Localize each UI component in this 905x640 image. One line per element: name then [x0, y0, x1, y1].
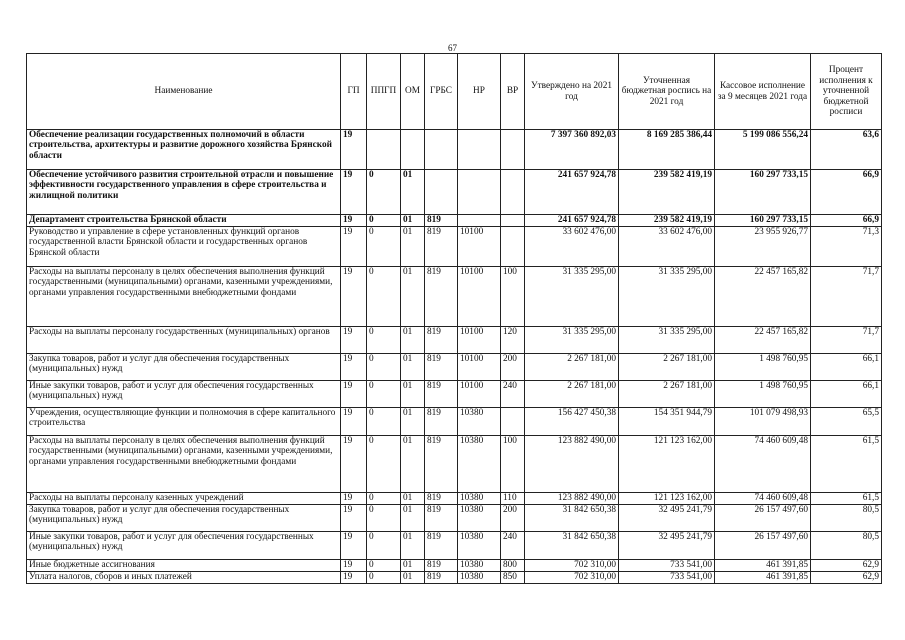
table-row — [27, 560, 882, 572]
row-vr-cell: 100 — [501, 436, 525, 493]
row-percent-cell: 62,9 — [811, 572, 882, 584]
row-grbs-cell: 819 — [425, 227, 458, 267]
row-grbs-cell: 819 — [425, 436, 458, 493]
row-cash-cell: 22 457 165,82 — [715, 327, 811, 354]
row-name-cell: Расходы на выплаты персоналу в целях обеспечения выполнения функций государственными (муниципальными) органами, казенными учреждениями, органами управления государственными внебюджетными фондами — [27, 267, 341, 327]
row-gp-cell: 19 — [341, 572, 367, 584]
header-refined: Уточненная бюджетная роспись на 2021 год — [619, 54, 715, 130]
row-cash-cell: 1 498 760,95 — [715, 381, 811, 408]
row-approved-cell: 33 602 476,00 — [525, 227, 619, 267]
row-refined-cell: 31 335 295,00 — [619, 267, 715, 327]
row-refined-cell: 32 495 241,79 — [619, 505, 715, 532]
table-row — [27, 572, 882, 584]
row-vr-cell: 100 — [501, 267, 525, 327]
row-grbs-cell: 819 — [425, 327, 458, 354]
header-om: ОМ — [401, 54, 425, 130]
row-gp-cell: 19 — [341, 493, 367, 505]
row-cash-cell: 461 391,85 — [715, 572, 811, 584]
row-cash-cell: 74 460 609,48 — [715, 493, 811, 505]
table-row — [27, 354, 882, 381]
row-gp-cell: 19 — [341, 215, 367, 227]
row-np-cell: 10380 — [458, 532, 501, 560]
row-ppgp-cell: 0 — [367, 493, 401, 505]
table-row — [27, 381, 882, 408]
row-np-cell: 10100 — [458, 327, 501, 354]
row-name-cell: Иные закупки товаров, работ и услуг для обеспечения государственных (муниципальных) нужд — [27, 532, 341, 560]
row-approved-cell: 31 842 650,38 — [525, 505, 619, 532]
row-approved-cell: 7 397 360 892,03 — [525, 130, 619, 170]
row-vr-cell — [501, 227, 525, 267]
row-grbs-cell: 819 — [425, 354, 458, 381]
row-cash-cell: 1 498 760,95 — [715, 354, 811, 381]
row-cash-cell: 74 460 609,48 — [715, 436, 811, 493]
row-percent-cell: 63,6 — [811, 130, 882, 170]
row-np-cell: 10380 — [458, 436, 501, 493]
row-refined-cell: 733 541,00 — [619, 560, 715, 572]
row-cash-cell: 26 157 497,60 — [715, 505, 811, 532]
row-vr-cell: 850 — [501, 572, 525, 584]
row-percent-cell: 80,5 — [811, 532, 882, 560]
row-np-cell: 10100 — [458, 227, 501, 267]
table-row — [27, 215, 882, 227]
row-name-cell: Учреждения, осуществляющие функции и полномочия в сфере капитального строительства — [27, 408, 341, 436]
row-grbs-cell: 819 — [425, 215, 458, 227]
row-approved-cell: 156 427 450,38 — [525, 408, 619, 436]
row-np-cell: 10380 — [458, 493, 501, 505]
row-name-cell: Обеспечение устойчивого развития строительной отрасли и повышение эффективности государственного управления в сфере строительства и жилищной политики — [27, 170, 341, 215]
table-row — [27, 408, 882, 436]
row-ppgp-cell: 0 — [367, 532, 401, 560]
row-vr-cell: 240 — [501, 381, 525, 408]
row-percent-cell: 71,7 — [811, 267, 882, 327]
row-approved-cell: 123 882 490,00 — [525, 493, 619, 505]
row-om-cell: 01 — [401, 560, 425, 572]
row-vr-cell — [501, 215, 525, 227]
table-row — [27, 327, 882, 354]
row-cash-cell: 22 457 165,82 — [715, 267, 811, 327]
row-percent-cell: 61,5 — [811, 493, 882, 505]
table-row — [27, 170, 882, 215]
row-ppgp-cell: 0 — [367, 436, 401, 493]
row-ppgp-cell: 0 — [367, 227, 401, 267]
row-name-cell: Закупка товаров, работ и услуг для обеспечения государственных (муниципальных) нужд — [27, 354, 341, 381]
row-ppgp-cell: 0 — [367, 505, 401, 532]
row-refined-cell: 239 582 419,19 — [619, 215, 715, 227]
row-gp-cell: 19 — [341, 436, 367, 493]
row-om-cell: 01 — [401, 267, 425, 327]
row-approved-cell: 31 335 295,00 — [525, 267, 619, 327]
row-np-cell — [458, 215, 501, 227]
row-cash-cell: 5 199 086 556,24 — [715, 130, 811, 170]
row-gp-cell: 19 — [341, 381, 367, 408]
row-percent-cell: 66,9 — [811, 215, 882, 227]
row-ppgp-cell: 0 — [367, 381, 401, 408]
row-om-cell: 01 — [401, 227, 425, 267]
row-percent-cell: 62,9 — [811, 560, 882, 572]
row-om-cell: 01 — [401, 436, 425, 493]
row-name-cell: Расходы на выплаты персоналу государственных (муниципальных) органов — [27, 327, 341, 354]
row-refined-cell: 8 169 285 386,44 — [619, 130, 715, 170]
row-gp-cell: 19 — [341, 354, 367, 381]
row-np-cell — [458, 170, 501, 215]
row-om-cell: 01 — [401, 354, 425, 381]
row-ppgp-cell: 0 — [367, 327, 401, 354]
row-name-cell: Закупка товаров, работ и услуг для обеспечения государственных (муниципальных) нужд — [27, 505, 341, 532]
table-row — [27, 227, 882, 267]
row-vr-cell: 200 — [501, 354, 525, 381]
row-approved-cell: 2 267 181,00 — [525, 354, 619, 381]
row-np-cell: 10380 — [458, 408, 501, 436]
row-cash-cell: 23 955 926,77 — [715, 227, 811, 267]
page-number: 67 — [448, 43, 457, 53]
row-om-cell: 01 — [401, 493, 425, 505]
row-refined-cell: 239 582 419,19 — [619, 170, 715, 215]
row-percent-cell: 66,9 — [811, 170, 882, 215]
row-om-cell: 01 — [401, 381, 425, 408]
row-vr-cell: 800 — [501, 560, 525, 572]
row-refined-cell: 2 267 181,00 — [619, 354, 715, 381]
row-vr-cell — [501, 130, 525, 170]
row-approved-cell: 702 310,00 — [525, 572, 619, 584]
row-percent-cell: 71,3 — [811, 227, 882, 267]
row-cash-cell: 160 297 733,15 — [715, 170, 811, 215]
row-approved-cell: 2 267 181,00 — [525, 381, 619, 408]
row-grbs-cell — [425, 130, 458, 170]
table-body — [27, 130, 882, 584]
row-om-cell: 01 — [401, 572, 425, 584]
row-gp-cell: 19 — [341, 532, 367, 560]
row-grbs-cell: 819 — [425, 381, 458, 408]
row-name-cell: Обеспечение реализации государственных полномочий в области строительства, архитектуры и развитие дорожного хозяйства Брянской области — [27, 130, 341, 170]
row-name-cell: Уплата налогов, сборов и иных платежей — [27, 572, 341, 584]
row-ppgp-cell: 0 — [367, 215, 401, 227]
row-approved-cell: 123 882 490,00 — [525, 436, 619, 493]
table-row — [27, 532, 882, 560]
row-np-cell: 10380 — [458, 505, 501, 532]
row-np-cell: 10380 — [458, 560, 501, 572]
header-percent: Процент исполнения к уточненной бюджетной росписи — [811, 54, 882, 130]
row-approved-cell: 31 842 650,38 — [525, 532, 619, 560]
row-refined-cell: 121 123 162,00 — [619, 493, 715, 505]
row-np-cell: 10100 — [458, 267, 501, 327]
row-vr-cell — [501, 170, 525, 215]
row-approved-cell: 241 657 924,78 — [525, 170, 619, 215]
row-gp-cell: 19 — [341, 170, 367, 215]
row-approved-cell: 241 657 924,78 — [525, 215, 619, 227]
row-cash-cell: 101 079 498,93 — [715, 408, 811, 436]
row-name-cell: Расходы на выплаты персоналу в целях обеспечения выполнения функций государственными (муниципальными) органами, казенными учреждениями, органами управления государственными внебюджетными фондами — [27, 436, 341, 493]
row-gp-cell: 19 — [341, 130, 367, 170]
row-ppgp-cell: 0 — [367, 170, 401, 215]
row-ppgp-cell: 0 — [367, 354, 401, 381]
row-np-cell: 10100 — [458, 381, 501, 408]
row-vr-cell: 240 — [501, 532, 525, 560]
table-row — [27, 436, 882, 493]
row-om-cell: 01 — [401, 327, 425, 354]
table-row — [27, 505, 882, 532]
row-om-cell — [401, 130, 425, 170]
row-om-cell: 01 — [401, 505, 425, 532]
row-name-cell: Департамент строительства Брянской области — [27, 215, 341, 227]
row-refined-cell: 32 495 241,79 — [619, 532, 715, 560]
row-vr-cell: 120 — [501, 327, 525, 354]
row-approved-cell: 702 310,00 — [525, 560, 619, 572]
header-grbs: ГРБС — [425, 54, 458, 130]
row-percent-cell: 71,7 — [811, 327, 882, 354]
row-refined-cell: 2 267 181,00 — [619, 381, 715, 408]
row-grbs-cell: 819 — [425, 505, 458, 532]
row-refined-cell: 121 123 162,00 — [619, 436, 715, 493]
header-name: Наименование — [27, 54, 341, 130]
header-ppgp: ППГП — [367, 54, 401, 130]
row-gp-cell: 19 — [341, 327, 367, 354]
row-refined-cell: 33 602 476,00 — [619, 227, 715, 267]
row-om-cell: 01 — [401, 215, 425, 227]
row-ppgp-cell: 0 — [367, 408, 401, 436]
row-np-cell: 10100 — [458, 354, 501, 381]
row-refined-cell: 733 541,00 — [619, 572, 715, 584]
row-np-cell — [458, 130, 501, 170]
header-approved: Утверждено на 2021 год — [525, 54, 619, 130]
row-grbs-cell: 819 — [425, 267, 458, 327]
table-row — [27, 267, 882, 327]
row-grbs-cell: 819 — [425, 408, 458, 436]
row-percent-cell: 80,5 — [811, 505, 882, 532]
row-grbs-cell: 819 — [425, 572, 458, 584]
row-approved-cell: 31 335 295,00 — [525, 327, 619, 354]
row-cash-cell: 26 157 497,60 — [715, 532, 811, 560]
row-vr-cell — [501, 408, 525, 436]
table-row — [27, 130, 882, 170]
header-row — [27, 54, 882, 130]
row-gp-cell: 19 — [341, 408, 367, 436]
row-ppgp-cell: 0 — [367, 572, 401, 584]
row-name-cell: Иные закупки товаров, работ и услуг для обеспечения государственных (муниципальных) нужд — [27, 381, 341, 408]
row-grbs-cell: 819 — [425, 560, 458, 572]
row-name-cell: Расходы на выплаты персоналу казенных учреждений — [27, 493, 341, 505]
row-ppgp-cell: 0 — [367, 560, 401, 572]
row-vr-cell: 200 — [501, 505, 525, 532]
row-gp-cell: 19 — [341, 505, 367, 532]
row-om-cell: 01 — [401, 170, 425, 215]
row-cash-cell: 461 391,85 — [715, 560, 811, 572]
row-ppgp-cell: 0 — [367, 267, 401, 327]
row-percent-cell: 66,1 — [811, 381, 882, 408]
row-percent-cell: 61,5 — [811, 436, 882, 493]
row-refined-cell: 31 335 295,00 — [619, 327, 715, 354]
row-grbs-cell: 819 — [425, 493, 458, 505]
row-grbs-cell: 819 — [425, 532, 458, 560]
row-np-cell: 10380 — [458, 572, 501, 584]
header-gp: ГП — [341, 54, 367, 130]
row-percent-cell: 65,5 — [811, 408, 882, 436]
row-percent-cell: 66,1 — [811, 354, 882, 381]
row-name-cell: Иные бюджетные ассигнования — [27, 560, 341, 572]
header-vr: ВР — [501, 54, 525, 130]
row-gp-cell: 19 — [341, 560, 367, 572]
row-gp-cell: 19 — [341, 227, 367, 267]
row-name-cell: Руководство и управление в сфере установленных функций органов государственной власти Брянской области и государственных органов Брянской области — [27, 227, 341, 267]
header-np: НР — [458, 54, 501, 130]
table-row — [27, 493, 882, 505]
header-cash: Кассовое исполнение за 9 месяцев 2021 года — [715, 54, 811, 130]
row-ppgp-cell — [367, 130, 401, 170]
row-vr-cell: 110 — [501, 493, 525, 505]
row-cash-cell: 160 297 733,15 — [715, 215, 811, 227]
row-gp-cell: 19 — [341, 267, 367, 327]
row-om-cell: 01 — [401, 532, 425, 560]
row-refined-cell: 154 351 944,79 — [619, 408, 715, 436]
row-om-cell: 01 — [401, 408, 425, 436]
budget-execution-table — [26, 53, 882, 584]
row-grbs-cell — [425, 170, 458, 215]
